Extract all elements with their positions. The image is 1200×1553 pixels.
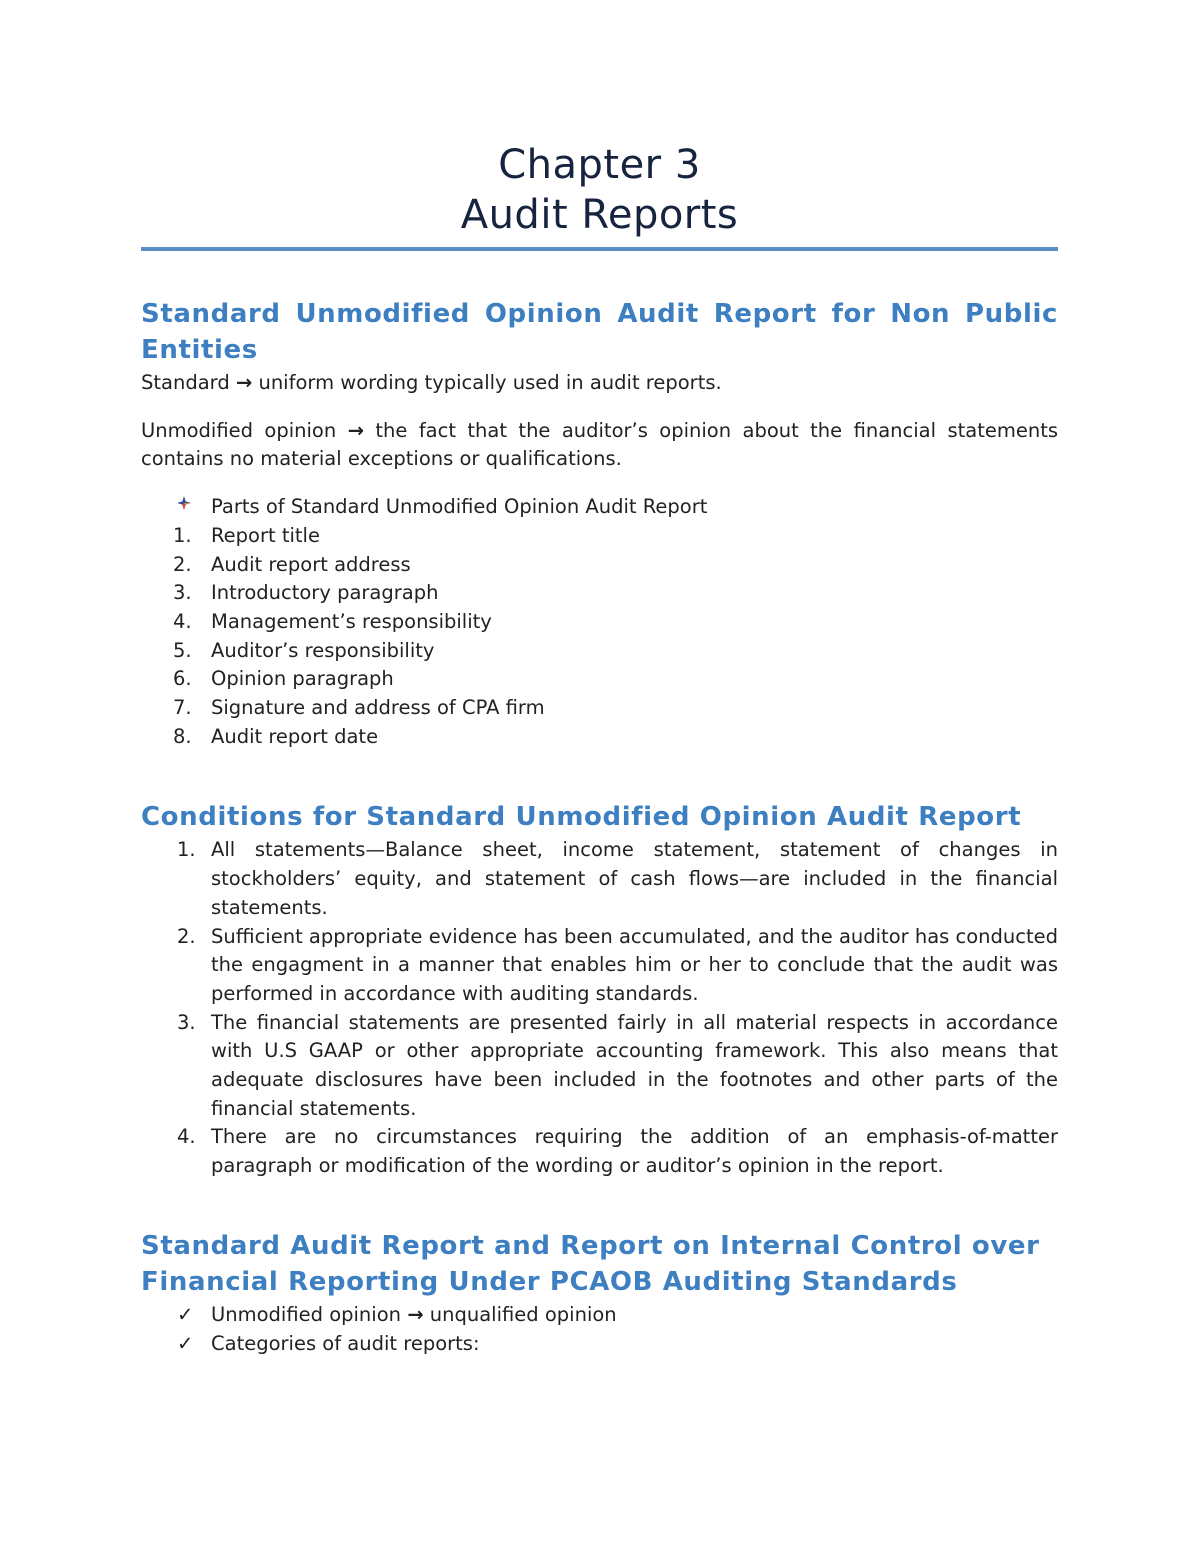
parts-title: Parts of Standard Unmodified Opinion Audit Report xyxy=(211,495,708,519)
definition-unmodified-opinion xyxy=(141,417,1058,474)
list-item: 3. Introductory paragraph xyxy=(173,581,439,605)
parts-bullet xyxy=(141,493,1058,522)
list-item: 7. Signature and address of CPA firm xyxy=(173,696,545,720)
check-item-unqualified xyxy=(141,1301,1058,1330)
definition-text: the fact that the auditor’s opinion about the financial statements contains no material exceptions or qualifications. xyxy=(141,418,1058,471)
definition-term: Unmodified opinion xyxy=(141,418,337,442)
right-arrow-icon: → xyxy=(347,418,364,442)
list-item: 6. Opinion paragraph xyxy=(173,667,394,691)
list-item: 4. There are no circumstances requiring the addition of an emphasis-of-matter paragraph or modification of the wording or auditor’s opinion in the report. xyxy=(177,1125,1058,1178)
list-item: 5. Auditor’s responsibility xyxy=(173,638,435,662)
section-heading-standard-unmodified: Standard Unmodified Opinion Audit Report for Non Public Entities xyxy=(141,299,1058,365)
list-item: 3. The financial statements are presented fairly in all material respects in accordance with U.S GAAP or other appropriate accounting framework. This also means that adequate disclosures have been included in the footnotes and other parts of the financial statements. xyxy=(177,1010,1058,1120)
right-arrow-icon: → xyxy=(407,1302,424,1326)
document-body xyxy=(141,296,1058,1358)
chapter-name: Audit Reports xyxy=(460,192,739,238)
definition-text: unqualified opinion xyxy=(429,1302,617,1326)
checkmark-icon: ✓ xyxy=(177,1331,194,1355)
definition-standard xyxy=(141,369,1058,398)
checkmark-icon: ✓ xyxy=(177,1302,194,1326)
list-item: 8. Audit report date xyxy=(173,724,379,748)
list-item: 1. Report title xyxy=(173,523,320,547)
four-point-star-bullet-icon xyxy=(177,493,191,512)
chapter-number: Chapter 3 xyxy=(498,142,701,188)
list-item: 2. Audit report address xyxy=(173,552,411,576)
conditions-list xyxy=(141,836,1058,1180)
check-text: Categories of audit reports: xyxy=(211,1331,480,1355)
definition-text: uniform wording typically used in audit reports. xyxy=(258,371,722,394)
list-item: 4. Management’s responsibility xyxy=(173,609,492,633)
list-item: 2. Sufficient appropriate evidence has been accumulated, and the auditor has conducted the engagment in a manner that enables him or her to conclude that the audit was performed in accordance with auditing standards. xyxy=(177,924,1058,1005)
right-arrow-icon: → xyxy=(235,371,253,394)
definition-term: Standard xyxy=(141,371,230,394)
list-item: 1. All statements—Balance sheet, income statement, statement of changes in stockholders’ equity, and statement of cash flows—are included in the financial statements. xyxy=(177,838,1058,919)
check-item-categories xyxy=(141,1330,1058,1359)
parts-list xyxy=(141,522,1058,752)
chapter-title xyxy=(141,140,1058,240)
section-heading-pcaob: Standard Audit Report and Report on Internal Control over Financial Reporting Under PCAOB Auditing Standards xyxy=(141,1230,1040,1297)
definition-term: Unmodified opinion xyxy=(211,1302,402,1326)
section-heading-conditions: Conditions for Standard Unmodified Opinion Audit Report xyxy=(141,802,1022,833)
title-underline xyxy=(141,247,1058,251)
